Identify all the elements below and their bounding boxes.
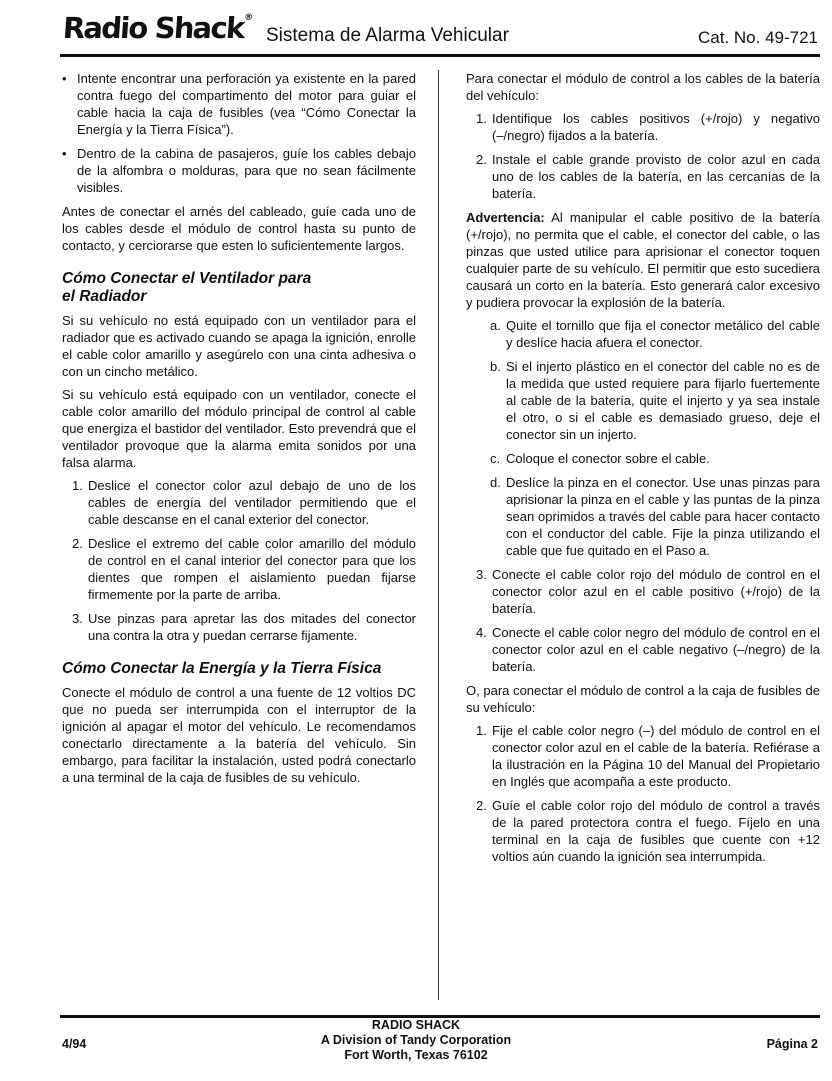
fan-step: 2. Deslice el extremo del cable color amarillo del módulo de control en el canal interior del conector para que los dientes que rompen el aislamiento puedan fijarse firmemente por la parte de arriba. bbox=[72, 536, 416, 602]
heading-fan: Cómo Conectar el Ventilador para el Radiador bbox=[62, 270, 312, 305]
fan-step: 3. Use pinzas para apretar las dos mitades del conector una contra la otra y puedan cerrarse fijamente. bbox=[72, 611, 416, 643]
battery-step: 4. Conecte el cable color negro del módulo de control en el conector color azul en el cable negativo (–/negro) de la batería. bbox=[476, 625, 820, 674]
left-column bbox=[62, 70, 416, 792]
page-header bbox=[0, 0, 832, 62]
paragraph-battery-intro: Para conectar el módulo de control a los cables de la batería del vehículo: bbox=[466, 71, 820, 103]
sub-step: a. Quite el tornillo que fija el conector metálico del cable y deslíce hacia afuera el conector. bbox=[490, 318, 820, 350]
warning-label: Advertencia: bbox=[466, 210, 545, 225]
fan-step: 1. Deslice el conector color azul debajo de uno de los cables de energía del ventilador permitiendo que el cable descanse en el canal exterior del conector. bbox=[72, 478, 416, 527]
sub-step: d. Deslíce la pinza en el conector. Use unas pinzas para aprisionar la pinza en el cable y las puntas de la pinza sean oprimidos a través del cable para hacer contacto con el conductor del cable. Fije la pinza utilizando el cable que fue quitado en el Paso a. bbox=[490, 475, 820, 558]
heading-power-ground: Cómo Conectar la Energía y la Tierra Física bbox=[62, 660, 382, 677]
fusebox-step: 1. Fije el cable color negro (–) del módulo de control en el conector color azul en el cable de la batería. Refiérase a la ilustración en la Página 10 del Manual del Propietario en Inglés que acompaña a este producto. bbox=[476, 723, 820, 789]
bullet-item: • Dentro de la cabina de pasajeros, guíe los cables debajo de la alfombra o molduras, para que no sean fácilmente visibles. bbox=[62, 146, 416, 195]
footer-division: A Division of Tandy Corporation bbox=[320, 1033, 512, 1047]
sub-step: c. Coloque el conector sobre el cable. bbox=[490, 451, 710, 466]
footer-date: 4/94 bbox=[62, 1037, 87, 1051]
radio-shack-logo: Radio Shack® bbox=[61, 11, 254, 45]
footer-city: Fort Worth, Texas 76102 bbox=[344, 1048, 488, 1062]
paragraph-fusebox-intro: O, para conectar el módulo de control a la caja de fusibles de su vehículo: bbox=[466, 683, 820, 715]
fusebox-step: 2. Guíe el cable color rojo del módulo de control a través de la pared protectora contra el fuego. Fíjelo en una terminal en la caja de fusibles que cuente con +12 voltios aún cuando la ignición sea interrumpida. bbox=[476, 798, 820, 864]
footer-page-number: Página 2 bbox=[766, 1037, 818, 1051]
battery-step: 2. Instale el cable grande provisto de color azul en cada uno de los cables de la batería, en las cercanías de la batería. bbox=[476, 152, 820, 201]
warning-note: Advertencia: Al manipular el cable positivo de la batería (+/rojo), no permita que el cable, el conector del cable, o las pinzas que usted utilice para aprisionar el conector toquen cualquier parte de su vehículo. El permitir que esto sucediera causará un corto en la batería. Esto generará calor excesivo y pudiera provocar la explosión de la batería. bbox=[466, 210, 820, 310]
paragraph-power: Conecte el módulo de control a una fuente de 12 voltios DC que no pueda ser interrumpida con el interruptor de la ignición al apagar el motor del vehículo. Le recomendamos conectarlo directamente a la batería del vehículo. Sin embargo, para facilitar la instalación, usted podrá conectarlo a una terminal de la caja de fusibles de su vehículo. bbox=[62, 685, 416, 785]
right-column bbox=[466, 70, 820, 872]
column-divider bbox=[438, 70, 439, 1000]
bullet-item: • Intente encontrar una perforación ya existente en la pared contra fuego del compartimento del motor para guiar el cable hacia la caja de fusibles (vea “Cómo Conectar la Energía y la Tierra Física”). bbox=[62, 71, 416, 137]
footer-company: RADIO SHACK bbox=[371, 1018, 461, 1032]
paragraph-before-harness: Antes de conectar el arnés del cableado, guíe cada uno de los cables desde el módulo de control hasta su punto de contacto, y cerciorarse que esten lo suficientemente largos. bbox=[62, 204, 416, 253]
document-title: Sistema de Alarma Vehicular bbox=[266, 25, 509, 46]
paragraph-fan-1: Si su vehículo no está equipado con un ventilador para el radiador que es activado cuando se apaga la ignición, enrolle el cable color amarillo y asegúrelo con una cinta adhesiva o con un cincho metálico. bbox=[62, 313, 416, 379]
header-rule bbox=[60, 54, 820, 57]
battery-step: 3. Conecte el cable color rojo del módulo de control en el conector color azul en el cable positivo (+/rojo) de la batería. bbox=[476, 567, 820, 616]
battery-step: 1. Identifique los cables positivos (+/rojo) y negativo (–/negro) fijados a la batería. bbox=[476, 111, 820, 143]
paragraph-fan-2: Si su vehículo está equipado con un ventilador, conecte el cable color amarillo del módulo principal de control al cable que energiza el bastidor del ventilador. Esto prevendrá que el ventilador provoque que la alarma emita sonidos por una falsa alarma. bbox=[62, 387, 416, 470]
footer-company-block bbox=[0, 1018, 832, 1063]
catalog-number: Cat. No. 49-721 bbox=[697, 28, 818, 47]
sub-step: b. Si el injerto plástico en el conector del cable no es de la medida que usted requiere para fijarlo fuertemente al cable de la batería, quite el injerto y ya sea instale el otro, o si el cable es demasiado grueso, deje el conector sin un injerto. bbox=[490, 359, 820, 442]
